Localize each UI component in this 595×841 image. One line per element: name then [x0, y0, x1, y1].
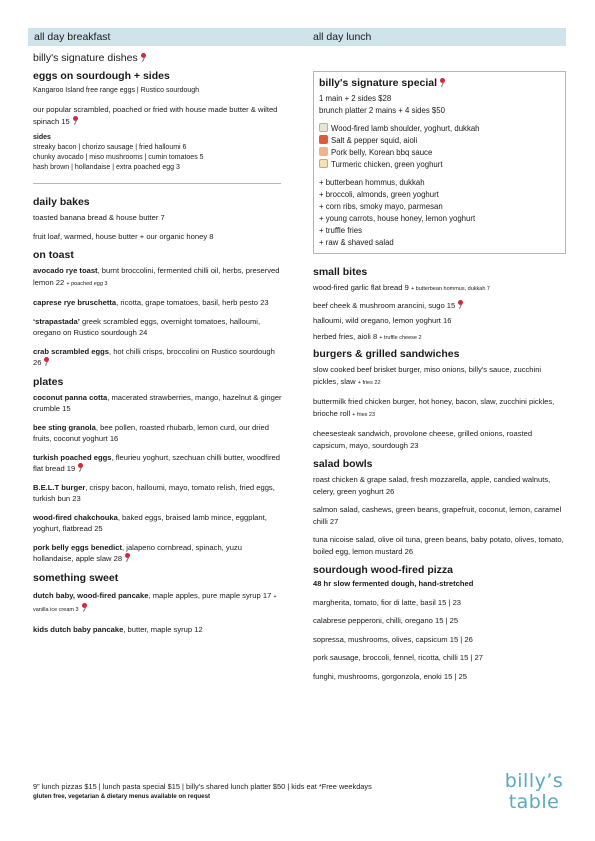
pig-icon: [319, 147, 328, 156]
menu-item: roast chicken & grape salad, fresh mozzarella, apple, candied walnuts, celery, green yoghurt 26: [313, 475, 551, 496]
menu-item: slow cooked beef brisket burger, miso onions, billy's sauce, zucchini pickles, slaw + fries 22: [313, 365, 542, 386]
pin-icon: [439, 78, 446, 87]
special-side: + truffle fries: [319, 226, 362, 235]
squid-icon: [319, 135, 328, 144]
menu-item: B.E.L.T burger, crispy bacon, halloumi, mayo, tomato relish, fried eggs, turkish bun 23: [33, 482, 275, 503]
special-side: + butterbean hommus, dukkah: [319, 178, 425, 187]
special-main: Pork belly, Korean bbq sauce: [319, 147, 560, 159]
menu-item: bee sting granola, bee pollen, roasted rhubarb, lemon curd, our dried fruits, coconut yoghurt 16: [33, 422, 269, 443]
menu-item: calabrese pepperoni, chilli, oregano 15 | 25: [313, 616, 459, 625]
signature-special-box: [313, 71, 566, 254]
pizza-subtitle: 48 hr slow fermented dough, hand-stretched: [313, 579, 474, 588]
menu-item: turkish poached eggs, fleurieu yoghurt, szechuan chilli butter, woodfired flat bread 19: [33, 452, 280, 473]
on-toast-title: on toast: [33, 249, 74, 261]
menu-item: cheesesteak sandwich, provolone cheese, grilled onions, roasted capsicum, mayo, sourdough 23: [313, 429, 533, 450]
menu-item: salmon salad, cashews, green beans, grapefruit, coconut, lemon, caramel chilli 27: [313, 505, 562, 526]
billys-table-logo: billy’s table: [504, 770, 564, 813]
pin-icon: [72, 116, 79, 125]
section-divider: [33, 183, 281, 184]
small-bites-title: small bites: [313, 266, 368, 278]
pin-icon: [140, 53, 147, 62]
menu-item: pork sausage, broccoli, fennel, ricotta, chilli 15 | 27: [313, 653, 483, 662]
menu-item: dutch baby, wood-fired pancake, maple apples, pure maple syrup 17 + vanilla ice cream 3: [33, 590, 277, 613]
eggs-description: our popular scrambled, poached or fried with house made butter & wilted spinach 15: [33, 105, 278, 126]
pin-icon: [77, 463, 84, 472]
lunch-column: [313, 71, 568, 689]
special-main: Turmeric chicken, green yoghurt: [319, 159, 560, 171]
sides-title: sides: [33, 134, 51, 141]
menu-header-bar: [28, 28, 566, 46]
special-main: Salt & pepper squid, aioli: [319, 135, 560, 147]
pin-icon: [43, 357, 50, 366]
special-side: + corn ribs, smoky mayo, parmesan: [319, 202, 443, 211]
menu-item: fruit loaf, warmed, house butter + our organic honey 8: [33, 231, 214, 241]
menu-item: crab scrambled eggs, hot chilli crisps, broccolini on Rustico sourdough 26: [33, 346, 275, 367]
special-platter-line: brunch platter 2 mains + 4 sides $50: [319, 106, 445, 115]
menu-item: wood-fired chakchouka, baked eggs, braised lamb mince, eggplant, yoghurt, flatbread 25: [33, 512, 267, 533]
special-main: Wood-fired lamb shoulder, yoghurt, dukkah: [319, 123, 560, 135]
menu-item: sopressa, mushrooms, olives, capsicum 15 | 26: [313, 634, 473, 644]
menu-item: ‘strapastada’ greek scrambled eggs, overnight tomatoes, halloumi, oregano on Rustico sourdough 24: [33, 316, 261, 337]
menu-item: funghi, mushrooms, gorgonzola, enoki 15 | 25: [313, 671, 467, 681]
signature-dishes-heading: billy's signature dishes: [33, 52, 283, 64]
eggs-subtitle: Kangaroo Island free range eggs | Rustico sourdough: [33, 87, 200, 94]
menu-item: tuna nicoise salad, olive oil tuna, green beans, baby potato, olives, tomato, boiled egg, lemon mustard 26: [313, 535, 564, 556]
side-line: streaky bacon | chorizo sausage | fried halloumi 6: [33, 144, 187, 151]
special-side: + broccoli, almonds, green yoghurt: [319, 190, 439, 199]
eggs-title: eggs on sourdough + sides: [33, 70, 170, 82]
footer-offers: 9” lunch pizzas $15 | lunch pasta special $15 | billy’s shared lunch platter $50 | kids eat *Free weekdays: [33, 782, 372, 791]
menu-footer: [33, 781, 493, 802]
side-line: chunky avocado | miso mushrooms | cumin tomatoes 5: [33, 154, 204, 161]
menu-item: kids dutch baby pancake, butter, maple syrup 12: [33, 624, 203, 634]
salad-bowls-title: salad bowls: [313, 458, 373, 470]
pizza-title: sourdough wood-fired pizza: [313, 564, 453, 576]
menu-item: buttermilk fried chicken burger, hot honey, bacon, slaw, zucchini pickles, brioche roll + fries 23: [313, 397, 555, 418]
pin-icon: [81, 603, 88, 612]
breakfast-header: all day breakfast: [34, 31, 111, 43]
side-line: hash brown | hollandaise | extra poached egg 3: [33, 164, 180, 171]
menu-item: pork belly eggs benedict, jalapeno cornbread, spinach, yuzu hollandaise, apple slaw 28: [33, 542, 242, 563]
menu-item: halloumi, wild oregano, lemon yoghurt 16: [313, 316, 452, 325]
menu-item: margherita, tomato, fior di latte, basil 15 | 23: [313, 597, 462, 607]
menu-item: avocado rye toast, burnt broccolini, fermented chilli oil, herbs, preserved lemon 22 + poached egg 3: [33, 266, 280, 287]
footer-dietary-note: gluten free, vegetarian & dietary menus available on request: [33, 793, 211, 800]
menu-item: toasted banana bread & house butter 7: [33, 213, 165, 222]
pin-icon: [457, 300, 464, 309]
menu-item: coconut panna cotta, macerated strawberries, mango, hazelnut & ginger crumble 15: [33, 392, 282, 413]
lunch-header: all day lunch: [313, 31, 372, 43]
chicken-icon: [319, 159, 328, 168]
daily-bakes-title: daily bakes: [33, 196, 90, 208]
plates-title: plates: [33, 375, 64, 388]
burgers-title: burgers & grilled sandwiches: [313, 348, 460, 360]
pin-icon: [124, 553, 131, 562]
special-title: billy's signature special: [319, 77, 560, 89]
menu-item: herbed fries, aioli 8 + truffle cheese 2: [313, 331, 422, 341]
menu-item: caprese rye bruschetta, ricotta, grape tomatoes, basil, herb pesto 23: [33, 298, 269, 307]
menu-item: wood-fired garlic flat bread 9 + butterbean hommus, dukkah 7: [313, 283, 490, 292]
menu-item: beef cheek & mushroom arancini, sugo 15: [313, 300, 568, 312]
special-price-line: 1 main + 2 sides $28: [319, 94, 392, 103]
special-side: + young carrots, house honey, lemon yoghurt: [319, 214, 476, 223]
something-sweet-title: something sweet: [33, 571, 119, 584]
breakfast-column: [33, 52, 283, 642]
lamb-icon: [319, 123, 328, 132]
special-side: + raw & shaved salad: [319, 238, 394, 247]
